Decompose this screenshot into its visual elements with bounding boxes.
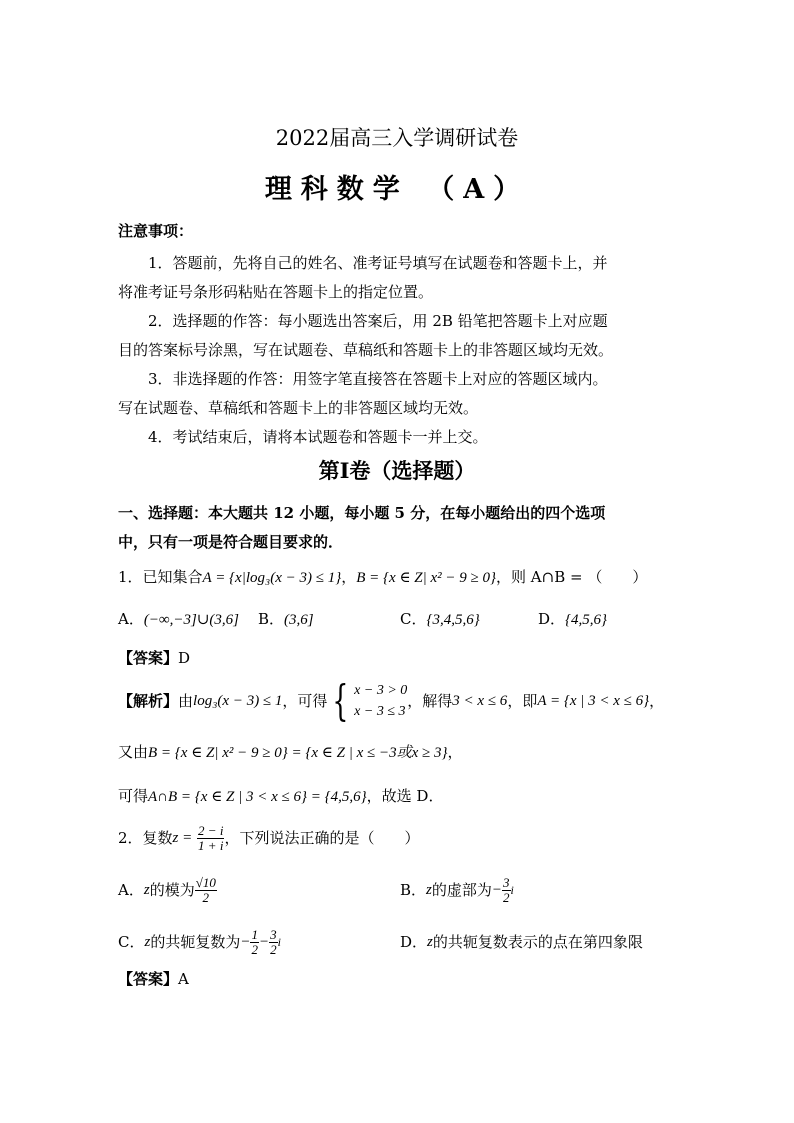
question-2-option-b: [400, 868, 514, 912]
analysis-line-3-text-2: ，故选 D．: [366, 787, 444, 805]
q2-option-c-label: C．: [118, 933, 145, 951]
option-a-label: A．: [118, 610, 144, 628]
answer-label: 【答案】: [118, 649, 179, 667]
analysis-line-2-text-1: 又由: [118, 743, 149, 761]
question-1-option-d: [538, 609, 607, 630]
notice-item-3-line-2: 写在试题卷、草稿纸和答题卡上的非答题区域均无效。: [118, 399, 479, 417]
question-2-answer: [118, 969, 189, 989]
question-2-ask: ，下列说法正确的是（ ）: [224, 829, 420, 847]
question-2-stem: [118, 818, 419, 858]
q2-option-b-fraction: [502, 876, 511, 905]
q2-option-a-z: z: [143, 882, 150, 898]
notice-item-4-line-1: 4．考试结束后，请将本试题卷和答题卡一并上交。: [148, 428, 488, 446]
q2-option-c-numerator-2: 3: [270, 926, 277, 942]
question-1-option-a: [118, 609, 239, 630]
q2-option-b-i: i: [510, 883, 514, 897]
question-1-ask: ，则 A∩B = （ ）: [496, 568, 648, 586]
question-1-answer: [118, 648, 190, 668]
fraction-numerator: 2 − i: [198, 822, 224, 838]
q2-answer-label: 【答案】: [118, 970, 179, 988]
section-instruction-line-2: 中，只有一项是符合题目要求的．: [118, 533, 344, 551]
q2-option-b-text: 的虚部为: [431, 881, 492, 899]
section-instruction-line-1: 一、选择题：本大题共 12 小题，每小题 5 分，在每小题给出的四个选项: [118, 504, 606, 522]
question-2-prefix: 2．复数: [118, 829, 173, 847]
question-1-set-b: B = {x ∈ Z| x² − 9 ≥ 0}: [356, 570, 497, 586]
notice-item-1-line-1: 1．答题前，先将自己的姓名、准考证号填写在试题卷和答题卡上，并: [148, 254, 608, 272]
question-1-stem: [118, 567, 647, 588]
q2-option-b-label: B．: [400, 881, 427, 899]
option-b-value: (3,6]: [284, 612, 314, 628]
q2-answer-value: A: [178, 970, 189, 988]
analysis-math-2: 3 < x ≤ 6: [452, 693, 508, 709]
question-1-set-a: A = {x|log₃(x − 3) ≤ 1}: [202, 570, 342, 586]
fraction-denominator: 1 + i: [198, 837, 224, 853]
notice-item-3-line-1: 3．非选择题的作答：用签字笔直接答在答题卡上对应的答题区域内。: [148, 370, 608, 388]
option-d-value: {4,5,6}: [565, 612, 608, 628]
q2-option-d-label: D．: [400, 933, 428, 951]
q2-option-d-z: z: [427, 934, 433, 950]
inequality-system: [354, 680, 407, 722]
question-1-separator: ，: [341, 568, 357, 586]
q2-option-b-z: z: [426, 882, 432, 898]
q2-option-c-z: z: [144, 934, 151, 950]
analysis-line-2-text-2: ，: [447, 743, 463, 761]
q2-option-a-denominator: 2: [202, 889, 210, 905]
q2-option-c-fraction-2: [269, 928, 278, 957]
question-1-prefix: 1．已知集合: [118, 568, 203, 586]
analysis-line-3-math: A∩B = {x ∈ Z | 3 < x ≤ 6} = {4,5,6}: [148, 789, 367, 805]
question-1-analysis-line-3: [118, 786, 443, 807]
q2-option-c-numerator-1: 1: [251, 926, 258, 942]
answer-value: D: [178, 649, 191, 667]
question-2-option-c: [118, 920, 281, 964]
question-1-option-c: [400, 609, 480, 630]
q2-option-c-minus-1: −: [240, 934, 251, 950]
q2-option-b-denominator: 2: [503, 889, 510, 905]
q2-option-c-denominator-2: 2: [270, 941, 277, 957]
analysis-line-3-text-1: 可得: [118, 787, 149, 805]
notice-item-2-line-1: 2．选择题的作答：每小题选出答案后，用 2B 铅笔把答题卡上对应题: [148, 312, 608, 330]
question-1-option-b: [258, 609, 314, 630]
question-2-z-eq: z =: [172, 830, 193, 846]
q2-option-a-label: A．: [118, 881, 144, 899]
analysis-text-5: ，: [649, 692, 665, 710]
q2-option-c-text: 的共轭复数为: [150, 933, 241, 951]
notice-item-1-line-2: 将准考证号条形码粘贴在答题卡上的指定位置。: [118, 283, 434, 301]
option-a-value: (−∞,−3]∪(3,6]: [143, 612, 240, 628]
q2-option-a-text: 的模为: [149, 881, 195, 899]
q2-option-c-fraction-1: [250, 928, 259, 957]
option-c-value: {3,4,5,6}: [426, 612, 480, 628]
exam-title: 2022届高三入学调研试卷: [275, 126, 519, 150]
option-c-label: C．: [400, 610, 427, 628]
option-b-label: B．: [258, 610, 285, 628]
q2-option-c-i: i: [277, 935, 281, 949]
option-d-label: D．: [538, 610, 566, 628]
q2-option-c-denominator-1: 2: [251, 941, 258, 957]
analysis-text-3: ，解得: [407, 692, 453, 710]
analysis-text-1: 由: [178, 692, 194, 710]
q2-option-b-minus: −: [491, 882, 503, 898]
analysis-text-2: ，可得: [282, 692, 328, 710]
q2-option-d-text: 的共轭复数表示的点在第四象限: [432, 933, 643, 951]
question-2-fraction: [197, 824, 224, 853]
question-1-analysis-line-2: [118, 742, 463, 763]
system-brace-icon: {: [332, 676, 349, 725]
notice-heading: 注意事项：: [118, 222, 194, 240]
analysis-text-4: ，即: [507, 692, 538, 710]
q2-option-c-minus-2: −: [258, 934, 270, 950]
section-title: 第Ⅰ卷（选择题）: [318, 458, 476, 483]
analysis-math-3: A = {x | 3 < x ≤ 6}: [537, 693, 650, 709]
q2-option-a-fraction: [195, 876, 217, 905]
q2-option-b-numerator: 3: [503, 874, 510, 890]
analysis-line-2-math: B = {x ∈ Z| x² − 9 ≥ 0} = {x ∈ Z | x ≤ −3或x ≥ 3}: [148, 745, 448, 761]
notice-item-2-line-2: 目的答案标号涂黑，写在试题卷、草稿纸和答题卡上的非答题区域均无效。: [118, 341, 614, 359]
question-2-option-a: [118, 868, 217, 912]
question-2-option-d: [400, 920, 643, 964]
system-line-1: x − 3 > 0: [354, 683, 408, 698]
question-1-analysis-line-1: [118, 676, 665, 725]
subject-title: 理科数学 （A）: [264, 174, 530, 205]
analysis-label: 【解析】: [118, 692, 179, 710]
analysis-math-1: log₃(x − 3) ≤ 1: [193, 693, 283, 709]
q2-option-a-numerator: √10: [195, 874, 216, 890]
system-line-2: x − 3 ≤ 3: [354, 704, 406, 719]
